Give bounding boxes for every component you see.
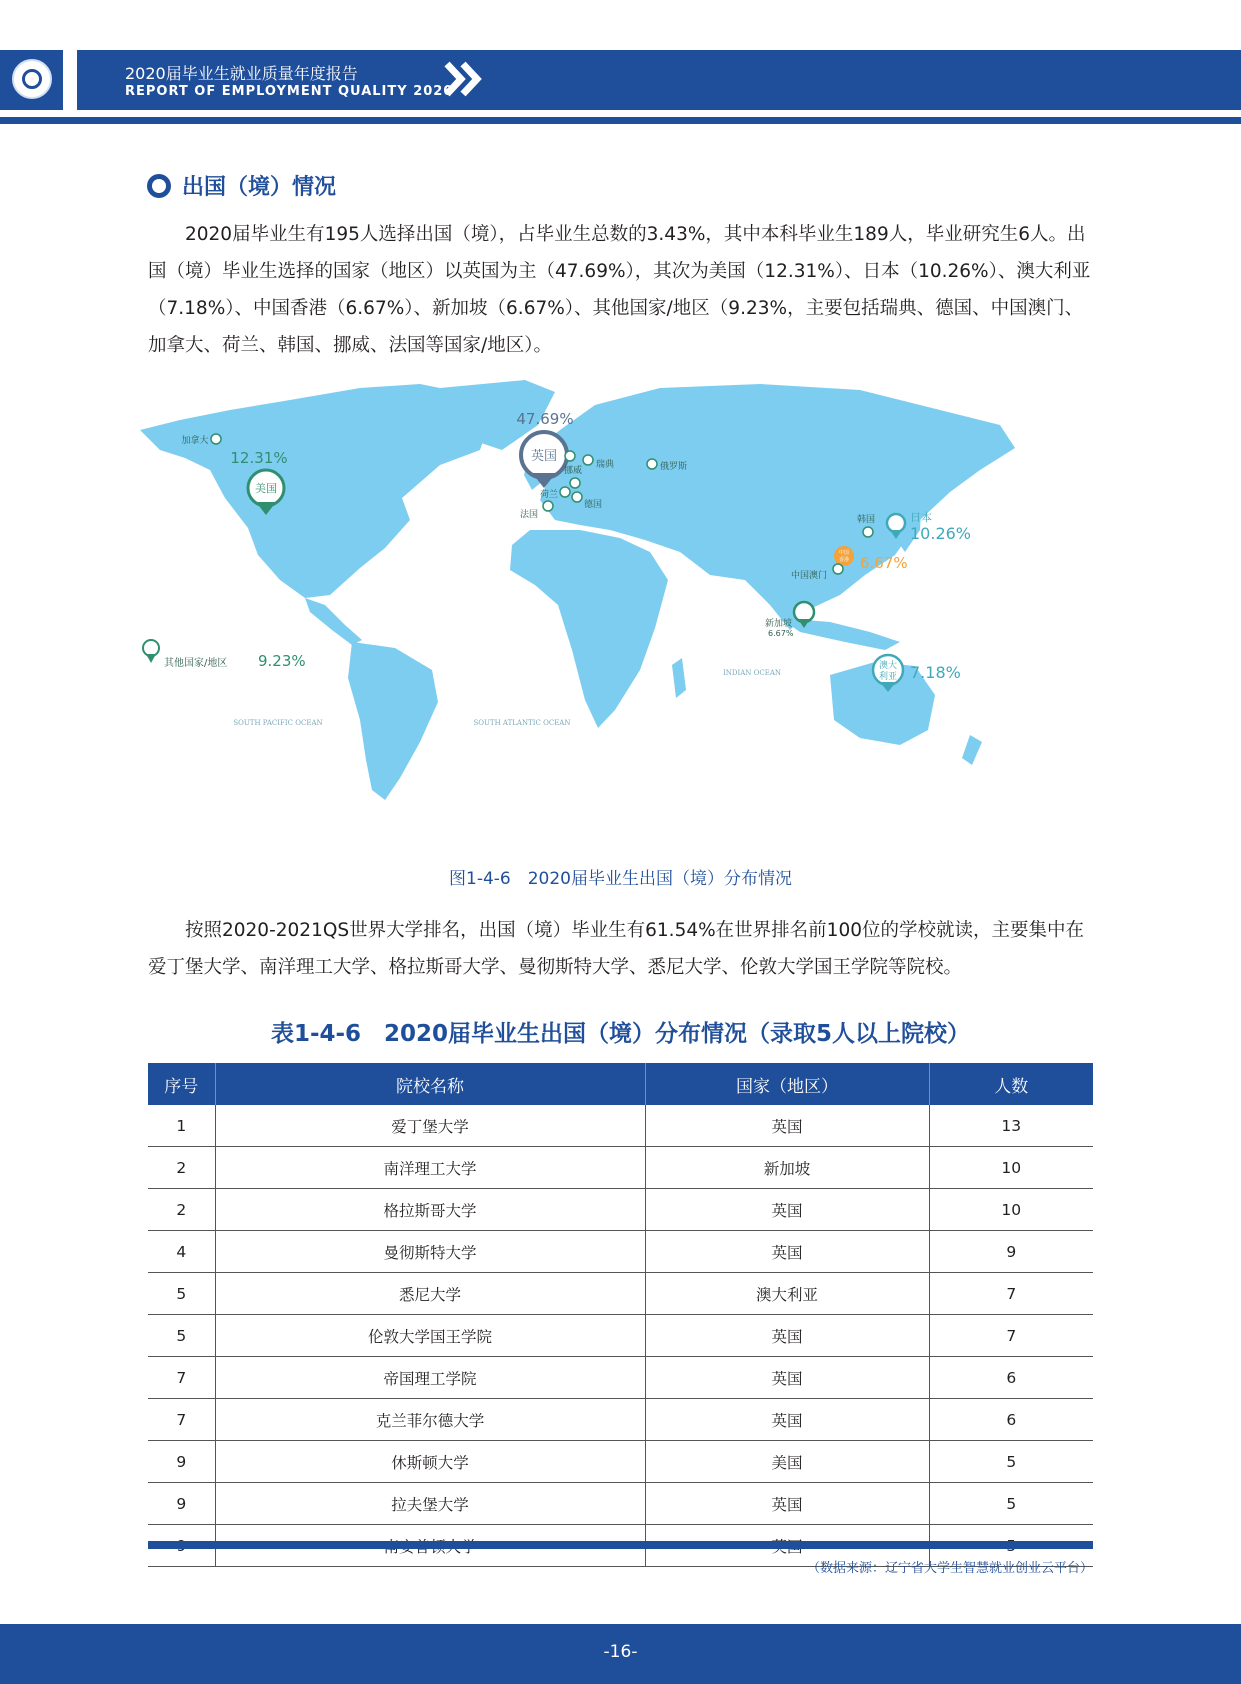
australia-pin-line2: 利亚 xyxy=(878,672,898,682)
col-header-school: 院校名称 xyxy=(215,1063,645,1105)
uk-pin-label: 英国 xyxy=(530,449,558,464)
canada-dot-icon xyxy=(211,434,221,444)
header-title-en: REPORT OF EMPLOYMENT QUALITY 2020 xyxy=(125,84,454,99)
ocean-label-north-atlantic: NORTH ATLANTIC OCEAN xyxy=(426,494,524,502)
table-row xyxy=(148,1441,1093,1483)
hongkong-pin-icon xyxy=(834,546,854,566)
others-pin-icon xyxy=(143,640,159,663)
intro-paragraph: 2020届毕业生有195人选择出国（境），占毕业生总数的3.43%，其中本科毕业生189人，毕业研究生6人。出国（境）毕业生选择的国家（地区）以英国为主（47.69%），其次为美国（12.31%）、日本（10.26%）、澳大利亚（7.18%）、中国香港（6.67%）、新加坡（6.67%）、其他国家/地区（9.23%，主要包括瑞典、德国、中国澳门、加拿大、荷兰、韩国、挪威、法国等国家/地区）。 xyxy=(148,224,1091,356)
cell-country: 英国 xyxy=(645,1357,929,1399)
australia-pct: 7.18% xyxy=(910,663,961,682)
ocean-label-north-pacific: NORTH PACIFIC OCEAN xyxy=(120,469,210,477)
cell-school: 爱丁堡大学 xyxy=(215,1105,645,1147)
page-footer xyxy=(0,1624,1241,1684)
singapore-label: 新加坡 xyxy=(765,619,793,629)
cell-country: 新加坡 xyxy=(645,1147,929,1189)
cell-count: 7 xyxy=(929,1315,1093,1357)
cell-index: 4 xyxy=(148,1231,215,1273)
us-pct: 12.31% xyxy=(230,449,288,467)
col-header-country: 国家（地区） xyxy=(645,1063,929,1105)
hongkong-pin-line1: 中国 xyxy=(838,550,850,556)
cell-school: 休斯顿大学 xyxy=(215,1441,645,1483)
cell-school: 伦敦大学国王学院 xyxy=(215,1315,645,1357)
table-header-row xyxy=(148,1063,1093,1105)
cell-count: 5 xyxy=(929,1441,1093,1483)
table-row xyxy=(148,1315,1093,1357)
table-row xyxy=(148,1273,1093,1315)
cell-school: 格拉斯哥大学 xyxy=(215,1189,645,1231)
cell-country: 英国 xyxy=(645,1315,929,1357)
singapore-pct: 6.67% xyxy=(768,629,794,638)
cell-count: 9 xyxy=(929,1231,1093,1273)
netherlands-label: 荷兰 xyxy=(540,490,559,500)
cell-country: 英国 xyxy=(645,1483,929,1525)
col-header-count: 人数 xyxy=(929,1063,1093,1105)
header-divider xyxy=(0,117,1241,124)
col-header-index: 序号 xyxy=(148,1063,215,1105)
hongkong-pct: 6.67% xyxy=(860,554,908,572)
cell-index: 9 xyxy=(148,1483,215,1525)
table-row xyxy=(148,1231,1093,1273)
korea-label: 韩国 xyxy=(857,515,876,525)
table-row xyxy=(148,1105,1093,1147)
header-title-cn: 2020届毕业生就业质量年度报告 xyxy=(125,64,358,83)
us-pin-label: 美国 xyxy=(255,482,277,495)
world-map xyxy=(120,380,1100,850)
double-chevron-icon xyxy=(439,54,489,104)
page-header xyxy=(0,50,1241,110)
cell-school: 南洋理工大学 xyxy=(215,1147,645,1189)
world-landmass xyxy=(140,380,1015,800)
cell-index: 7 xyxy=(148,1357,215,1399)
cell-count: 10 xyxy=(929,1189,1093,1231)
cell-country: 英国 xyxy=(645,1189,929,1231)
japan-label: 日本 xyxy=(910,511,932,524)
cell-count: 5 xyxy=(929,1483,1093,1525)
data-source-note: （数据来源：辽宁省大学生智慧就业创业云平台） xyxy=(806,1561,1093,1576)
universities-table xyxy=(148,1063,1093,1567)
cell-count: 13 xyxy=(929,1105,1093,1147)
table-title: 表1-4-6 2020届毕业生出国（境）分布情况（录取5人以上院校） xyxy=(270,1021,971,1047)
cell-country: 英国 xyxy=(645,1105,929,1147)
canada-label: 加拿大 xyxy=(181,436,209,446)
macau-dot-icon xyxy=(833,564,843,574)
page-number: -16- xyxy=(603,1642,638,1662)
figure-caption: 图1-4-6 2020届毕业生出国（境）分布情况 xyxy=(449,869,792,889)
table-row xyxy=(148,1147,1093,1189)
cell-index: 2 xyxy=(148,1147,215,1189)
others-label: 其他国家/地区 xyxy=(164,658,228,669)
cell-index: 1 xyxy=(148,1105,215,1147)
ocean-label-south-pacific: SOUTH PACIFIC OCEAN xyxy=(233,719,323,727)
cell-count: 10 xyxy=(929,1147,1093,1189)
logo-box xyxy=(0,50,63,110)
table-row xyxy=(148,1189,1093,1231)
section-bullet-icon xyxy=(147,174,171,198)
uk-pct: 47.69% xyxy=(516,410,574,428)
cell-count: 6 xyxy=(929,1399,1093,1441)
cell-school: 拉夫堡大学 xyxy=(215,1483,645,1525)
cell-index: 2 xyxy=(148,1189,215,1231)
ocean-label-south-atlantic: SOUTH ATLANTIC OCEAN xyxy=(473,719,571,727)
cell-index: 5 xyxy=(148,1315,215,1357)
cell-school: 悉尼大学 xyxy=(215,1273,645,1315)
ocean-labels-light xyxy=(233,669,781,727)
norway-label: 挪威 xyxy=(564,466,583,476)
cell-index: 9 xyxy=(148,1441,215,1483)
table-row xyxy=(148,1399,1093,1441)
ocean-label-indian: INDIAN OCEAN xyxy=(722,669,782,677)
cell-count: 7 xyxy=(929,1273,1093,1315)
table-bottom-bar xyxy=(148,1541,1093,1549)
cell-country: 澳大利亚 xyxy=(645,1273,929,1315)
macau-label: 中国澳门 xyxy=(791,571,828,581)
cell-country: 英国 xyxy=(645,1231,929,1273)
cell-country: 美国 xyxy=(645,1441,929,1483)
france-label: 法国 xyxy=(520,510,539,520)
others-pct: 9.23% xyxy=(258,652,306,670)
cell-school: 帝国理工学院 xyxy=(215,1357,645,1399)
table-row xyxy=(148,1483,1093,1525)
cell-index: 7 xyxy=(148,1399,215,1441)
cell-school: 曼彻斯特大学 xyxy=(215,1231,645,1273)
cell-school: 克兰菲尔德大学 xyxy=(215,1399,645,1441)
sweden-label: 瑞典 xyxy=(596,460,615,470)
germany-label: 德国 xyxy=(584,500,603,510)
korea-dot-icon xyxy=(863,527,873,537)
australia-pin-line1: 澳大 xyxy=(878,661,898,671)
russia-label: 俄罗斯 xyxy=(660,462,688,472)
header-title-bar xyxy=(77,50,1241,110)
japan-pct: 10.26% xyxy=(910,524,972,543)
ranking-paragraph: 按照2020-2021QS世界大学排名，出国（境）毕业生有61.54%在世界排名前100位的学校就读，主要集中在爱丁堡大学、南洋理工大学、格拉斯哥大学、曼彻斯特大学、悉尼大学、伦敦大学国王学院等院校。 xyxy=(148,920,1084,978)
cell-country: 英国 xyxy=(645,1399,929,1441)
cell-count: 6 xyxy=(929,1357,1093,1399)
table-row xyxy=(148,1357,1093,1399)
section-title: 出国（境）情况 xyxy=(182,175,337,200)
cell-index: 5 xyxy=(148,1273,215,1315)
hongkong-pin-line2: 香港 xyxy=(838,557,850,563)
university-logo-icon xyxy=(12,59,52,99)
